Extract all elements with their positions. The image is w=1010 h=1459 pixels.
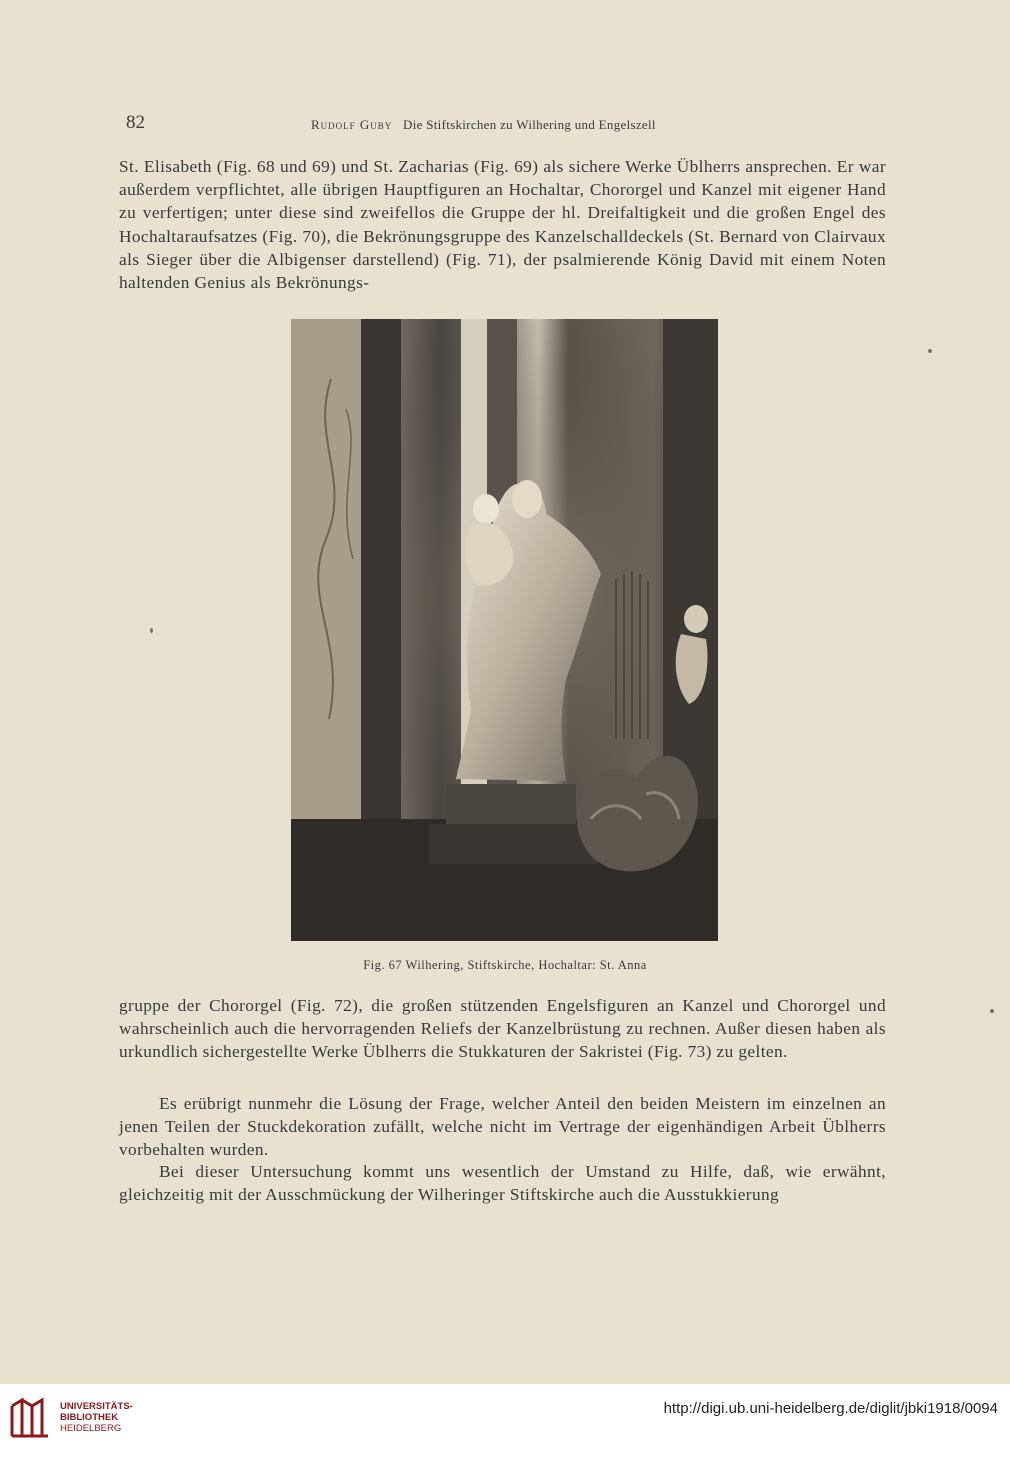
figure-caption: Fig. 67 Wilhering, Stiftskirche, Hochaltar: St. Anna [363, 958, 647, 972]
library-name-line-3: HEIDELBERG [60, 1423, 122, 1434]
library-name-line-1: UNIVERSITÄTS- [60, 1401, 133, 1412]
paper-speck [150, 628, 153, 633]
paper-speck [990, 1009, 994, 1013]
library-name-line-2: BIBLIOTHEK [60, 1412, 119, 1423]
page-header [126, 112, 886, 136]
permalink-url[interactable]: http://digi.ub.uni-heidelberg.de/diglit/jbki1918/0094 [663, 1400, 998, 1417]
paragraph-1: St. Elisabeth (Fig. 68 und 69) und St. Zacharias (Fig. 69) als sichere Werke Üblherrs ansprechen. Er war außerdem verpflichtet, alle übrigen Hauptfiguren an Hochaltar, Chororgel und Kanzel mit eigener Hand zu verfertigen; unter diese sind zweifellos die Gruppe der hl. Dreifaltigkeit und die großen Engel des Hochaltaraufsatzes (Fig. 70), die Bekrönungsgruppe des Kanzelschalldeckels (St. Bernard von Clairvaux als Sieger über die Albigenser darstellend) (Fig. 71), der psalmierende König David mit einem Noten haltenden Genius als Bekrönungs- [119, 157, 886, 293]
page-number: 82 [126, 112, 145, 133]
paragraph-2: gruppe der Chororgel (Fig. 72), die großen stützenden Engelsfiguren an Kanzel und Chororgel und wahrscheinlich auch die hervorragenden Reliefs der Kanzelbrüstung zu rechnen. Außer diesen haben als urkundlich sichergestellte Werke Üblherrs die Stukkaturen der Sakristei (Fig. 73) zu gelten. [119, 996, 886, 1062]
running-head-title: Die Stiftskirchen zu Wilhering und Engelszell [403, 117, 656, 132]
figure-photograph-st-anna [291, 319, 718, 941]
ub-heidelberg-logo-icon [8, 1396, 52, 1440]
digital-library-footer [0, 1384, 1010, 1459]
paragraph-4: Bei dieser Untersuchung kommt uns wesentlich der Umstand zu Hilfe, daß, wie erwähnt, gleichzeitig mit der Ausschmückung der Wilheringer Stiftskirche auch die Ausstukkierung [119, 1162, 886, 1205]
paragraph-3: Es erübrigt nunmehr die Lösung der Frage, welcher Anteil den beiden Meistern im einzelnen an jenen Teilen der Stuckdekoration zufällt, welche nicht im Vertrage der eigenhändigen Arbeit Üblherrs vorbehalten wurden. [119, 1094, 886, 1160]
running-head [311, 117, 656, 133]
paper-speck [928, 349, 932, 353]
running-head-author: Rudolf Guby [311, 117, 393, 132]
library-name [60, 1401, 133, 1434]
statue-photo-illustration [291, 319, 718, 941]
